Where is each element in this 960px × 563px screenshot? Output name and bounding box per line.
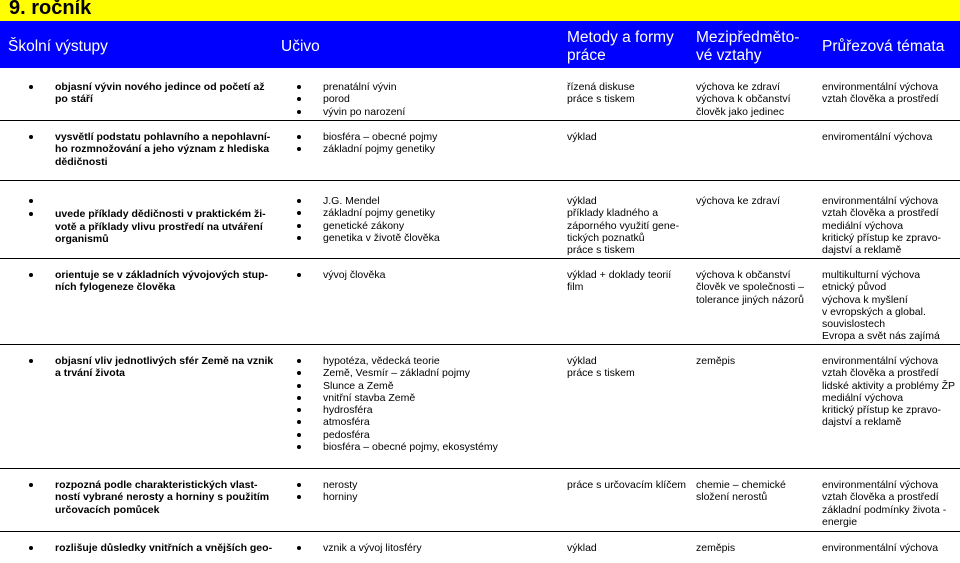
ucivo-cell xyxy=(297,355,498,453)
header-metody xyxy=(567,29,674,65)
ucivo-cell xyxy=(297,479,357,504)
ucivo-item: J.G. Mendel xyxy=(297,195,440,207)
prurezova-line: vztah člověka a prostředí xyxy=(822,367,939,380)
prurezova-cell xyxy=(822,81,939,106)
prurezova-line: Evropa a svět nás zajímá xyxy=(822,330,940,343)
text-line: určovacích pomůcek xyxy=(55,503,160,516)
header-metody-line: práce xyxy=(567,47,606,64)
row-divider xyxy=(0,468,960,469)
metody-line: práce s tiskem xyxy=(567,244,635,257)
vystup-item xyxy=(29,131,270,168)
mezipredmetove-line: člověk jako jedinec xyxy=(696,105,785,118)
prurezova-line: kritický přístup ke zpravo- xyxy=(822,404,942,417)
prurezova-cell xyxy=(822,131,932,143)
header-vystupy: Školní výstupy xyxy=(8,38,108,55)
prurezova-line: multikulturní výchova xyxy=(822,269,921,281)
metody-line: výklad xyxy=(567,195,597,207)
text-line: votě a příklady vlivu prostředí na utváření xyxy=(55,220,263,233)
vystup-item xyxy=(29,208,266,245)
ucivo-item: vývoj člověka xyxy=(297,269,385,281)
mezipredmetove-cell xyxy=(696,355,735,367)
mezipredmetove-cell xyxy=(696,81,791,118)
metody-line: výklad xyxy=(567,542,597,554)
text-line: rozlišuje důsledky vnitřních a vnějších geo- xyxy=(55,542,273,554)
prurezova-line: lidské aktivity a problémy ŽP xyxy=(822,379,956,392)
row-divider xyxy=(0,180,960,181)
ucivo-item: vývin po narození xyxy=(297,106,405,118)
vystup-item xyxy=(29,81,264,106)
mezipredmetove-cell xyxy=(696,542,735,554)
ucivo-item: základní pojmy genetiky xyxy=(297,143,437,155)
vystup-item-empty xyxy=(29,195,266,207)
ucivo-item: vznik a vývoj litosféry xyxy=(297,542,422,554)
metody-line: práce s určovacím klíčem xyxy=(567,479,687,491)
prurezova-line: mediální výchova xyxy=(822,219,904,232)
vystup-item xyxy=(29,355,273,380)
metody-cell xyxy=(567,355,635,380)
metody-line: výklad xyxy=(567,131,597,143)
mezipredmetove-line: výchova k občanství xyxy=(696,269,791,281)
text-line: ností vybrané nerosty a horniny s použitím xyxy=(55,491,270,504)
metody-cell xyxy=(567,479,686,491)
metody-line: tických poznatků xyxy=(567,231,645,244)
header-prurezova: Průřezová témata xyxy=(822,38,945,55)
text-line: a trvání života xyxy=(55,367,126,380)
prurezova-line: v evropských a global. xyxy=(822,305,926,318)
ucivo-item: biosféra – obecné pojmy, ekosystémy xyxy=(297,441,498,453)
ucivo-item: hypotéza, vědecká teorie xyxy=(297,355,498,367)
mezipredmetove-cell xyxy=(696,269,804,306)
ucivo-item: horniny xyxy=(297,491,357,503)
mezipredmetove-line: tolerance jiných názorů xyxy=(696,293,804,306)
metody-cell xyxy=(567,542,597,554)
text-line: rozpozná podle charakteristických vlast- xyxy=(55,479,258,491)
mezipredmetove-line: zeměpis xyxy=(696,355,736,367)
ucivo-item: prenatální vývin xyxy=(297,81,405,93)
mezipredmetove-line: výchova k občanství xyxy=(696,93,791,106)
prurezova-line: vztah člověka a prostředí xyxy=(822,491,939,504)
header-mezipredmetove-line: Mezipředměto- xyxy=(696,29,800,46)
ucivo-item: atmosféra xyxy=(297,416,498,428)
prurezova-line: kritický přístup ke zpravo- xyxy=(822,231,942,244)
vystup-cell xyxy=(29,81,264,106)
ucivo-item: biosféra – obecné pojmy xyxy=(297,131,437,143)
metody-cell xyxy=(567,195,679,256)
metody-line: příklady kladného a xyxy=(567,207,659,220)
prurezova-line: mediální výchova xyxy=(822,391,904,404)
ucivo-cell xyxy=(297,81,405,118)
metody-cell xyxy=(567,81,635,106)
mezipredmetove-line: chemie – chemické xyxy=(696,479,786,491)
metody-line: záporného využití gene- xyxy=(567,219,680,232)
text-line: vysvětlí podstatu pohlavního a nepohlavní- xyxy=(55,131,271,143)
text-line: orientuje se v základních vývojových stup- xyxy=(55,269,268,281)
row-divider xyxy=(0,258,960,259)
ucivo-item: vnitřní stavba Země xyxy=(297,392,498,404)
text-line: uvede příklady dědičnosti v praktickém ži- xyxy=(55,208,266,221)
ucivo-item: základní pojmy genetiky xyxy=(297,207,440,219)
vystup-item xyxy=(29,542,272,554)
prurezova-line: vztah člověka a prostředí xyxy=(822,93,939,106)
page-title-bar xyxy=(0,0,960,21)
prurezova-cell xyxy=(822,269,940,343)
metody-line: výklad xyxy=(567,355,597,367)
prurezova-line: environmentální výchova xyxy=(822,479,939,491)
ucivo-item: genetika v životě člověka xyxy=(297,232,440,244)
prurezova-line: výchova k myšlení xyxy=(822,293,908,306)
prurezova-line: environmentální výchova xyxy=(822,81,939,93)
ucivo-item: Slunce a Země xyxy=(297,380,498,392)
prurezova-cell xyxy=(822,479,946,528)
metody-cell xyxy=(567,269,671,294)
mezipredmetove-line: výchova ke zdraví xyxy=(696,81,781,93)
metody-line: film xyxy=(567,281,584,294)
text-line: ho rozmnožování a jeho význam z hlediska xyxy=(55,143,270,156)
prurezova-line: vztah člověka a prostředí xyxy=(822,207,939,220)
prurezova-cell xyxy=(822,195,941,256)
ucivo-cell xyxy=(297,195,440,244)
vystup-cell xyxy=(29,131,270,168)
prurezova-line: souvislostech xyxy=(822,318,886,331)
prurezova-line: základní podmínky života - xyxy=(822,503,947,516)
mezipredmetove-cell xyxy=(696,479,786,504)
row-divider xyxy=(0,344,960,345)
ucivo-cell xyxy=(297,131,437,156)
mezipredmetove-line: zeměpis xyxy=(696,542,736,554)
header-ucivo: Učivo xyxy=(281,38,320,55)
header-metody-line: Metody a formy xyxy=(567,29,674,46)
text-line: po stáří xyxy=(55,93,93,106)
prurezova-line: environmentální výchova xyxy=(822,355,939,367)
mezipredmetove-line: složení nerostů xyxy=(696,491,768,504)
ucivo-item: hydrosféra xyxy=(297,404,498,416)
vystup-cell xyxy=(29,479,269,516)
metody-line: práce s tiskem xyxy=(567,93,635,106)
text-line xyxy=(55,195,266,207)
prurezova-line: etnický původ xyxy=(822,281,887,294)
vystup-cell xyxy=(29,355,273,380)
text-line: objasní vývin nového jedince od početí až xyxy=(55,81,265,93)
metody-line: výklad + doklady teorií xyxy=(567,269,672,281)
prurezova-line: energie xyxy=(822,515,858,528)
ucivo-item: genetické zákony xyxy=(297,220,440,232)
row-divider xyxy=(0,120,960,121)
prurezova-line: environmentální výchova xyxy=(822,542,939,554)
prurezova-line: dajství a reklamě xyxy=(822,416,902,429)
vystup-item xyxy=(29,479,269,516)
mezipredmetove-line: výchova ke zdraví xyxy=(696,195,781,207)
ucivo-cell xyxy=(297,542,422,554)
mezipredmetove-line: člověk ve společnosti – xyxy=(696,281,804,294)
text-line: ních fylogeneze člověka xyxy=(55,281,176,294)
prurezova-line: dajství a reklamě xyxy=(822,244,902,257)
row-divider xyxy=(0,531,960,532)
prurezova-line: enviromentální výchova xyxy=(822,131,933,143)
vystup-item xyxy=(29,269,268,294)
ucivo-item: pedosféra xyxy=(297,429,498,441)
ucivo-item: Země, Vesmír – základní pojmy xyxy=(297,367,498,379)
page-title: 9. ročník xyxy=(9,0,92,19)
header-mezipredmetove-line: vé vztahy xyxy=(696,47,762,64)
vystup-cell xyxy=(29,195,266,245)
text-line: objasní vliv jednotlivých sfér Země na vznik xyxy=(55,355,274,367)
prurezova-cell xyxy=(822,355,955,429)
text-line: organismů xyxy=(55,232,109,245)
ucivo-item: porod xyxy=(297,93,405,105)
mezipredmetove-cell xyxy=(696,195,780,207)
metody-line: práce s tiskem xyxy=(567,367,635,380)
prurezova-cell xyxy=(822,542,938,554)
ucivo-item: nerosty xyxy=(297,479,357,491)
metody-cell xyxy=(567,131,597,143)
header-mezipredmetove xyxy=(696,29,799,65)
vystup-cell xyxy=(29,269,268,294)
vystup-cell xyxy=(29,542,272,554)
ucivo-cell xyxy=(297,269,385,281)
table-header xyxy=(0,21,960,68)
prurezova-line: environmentální výchova xyxy=(822,195,939,207)
text-line: dědičnosti xyxy=(55,155,108,168)
metody-line: řízená diskuse xyxy=(567,81,635,93)
